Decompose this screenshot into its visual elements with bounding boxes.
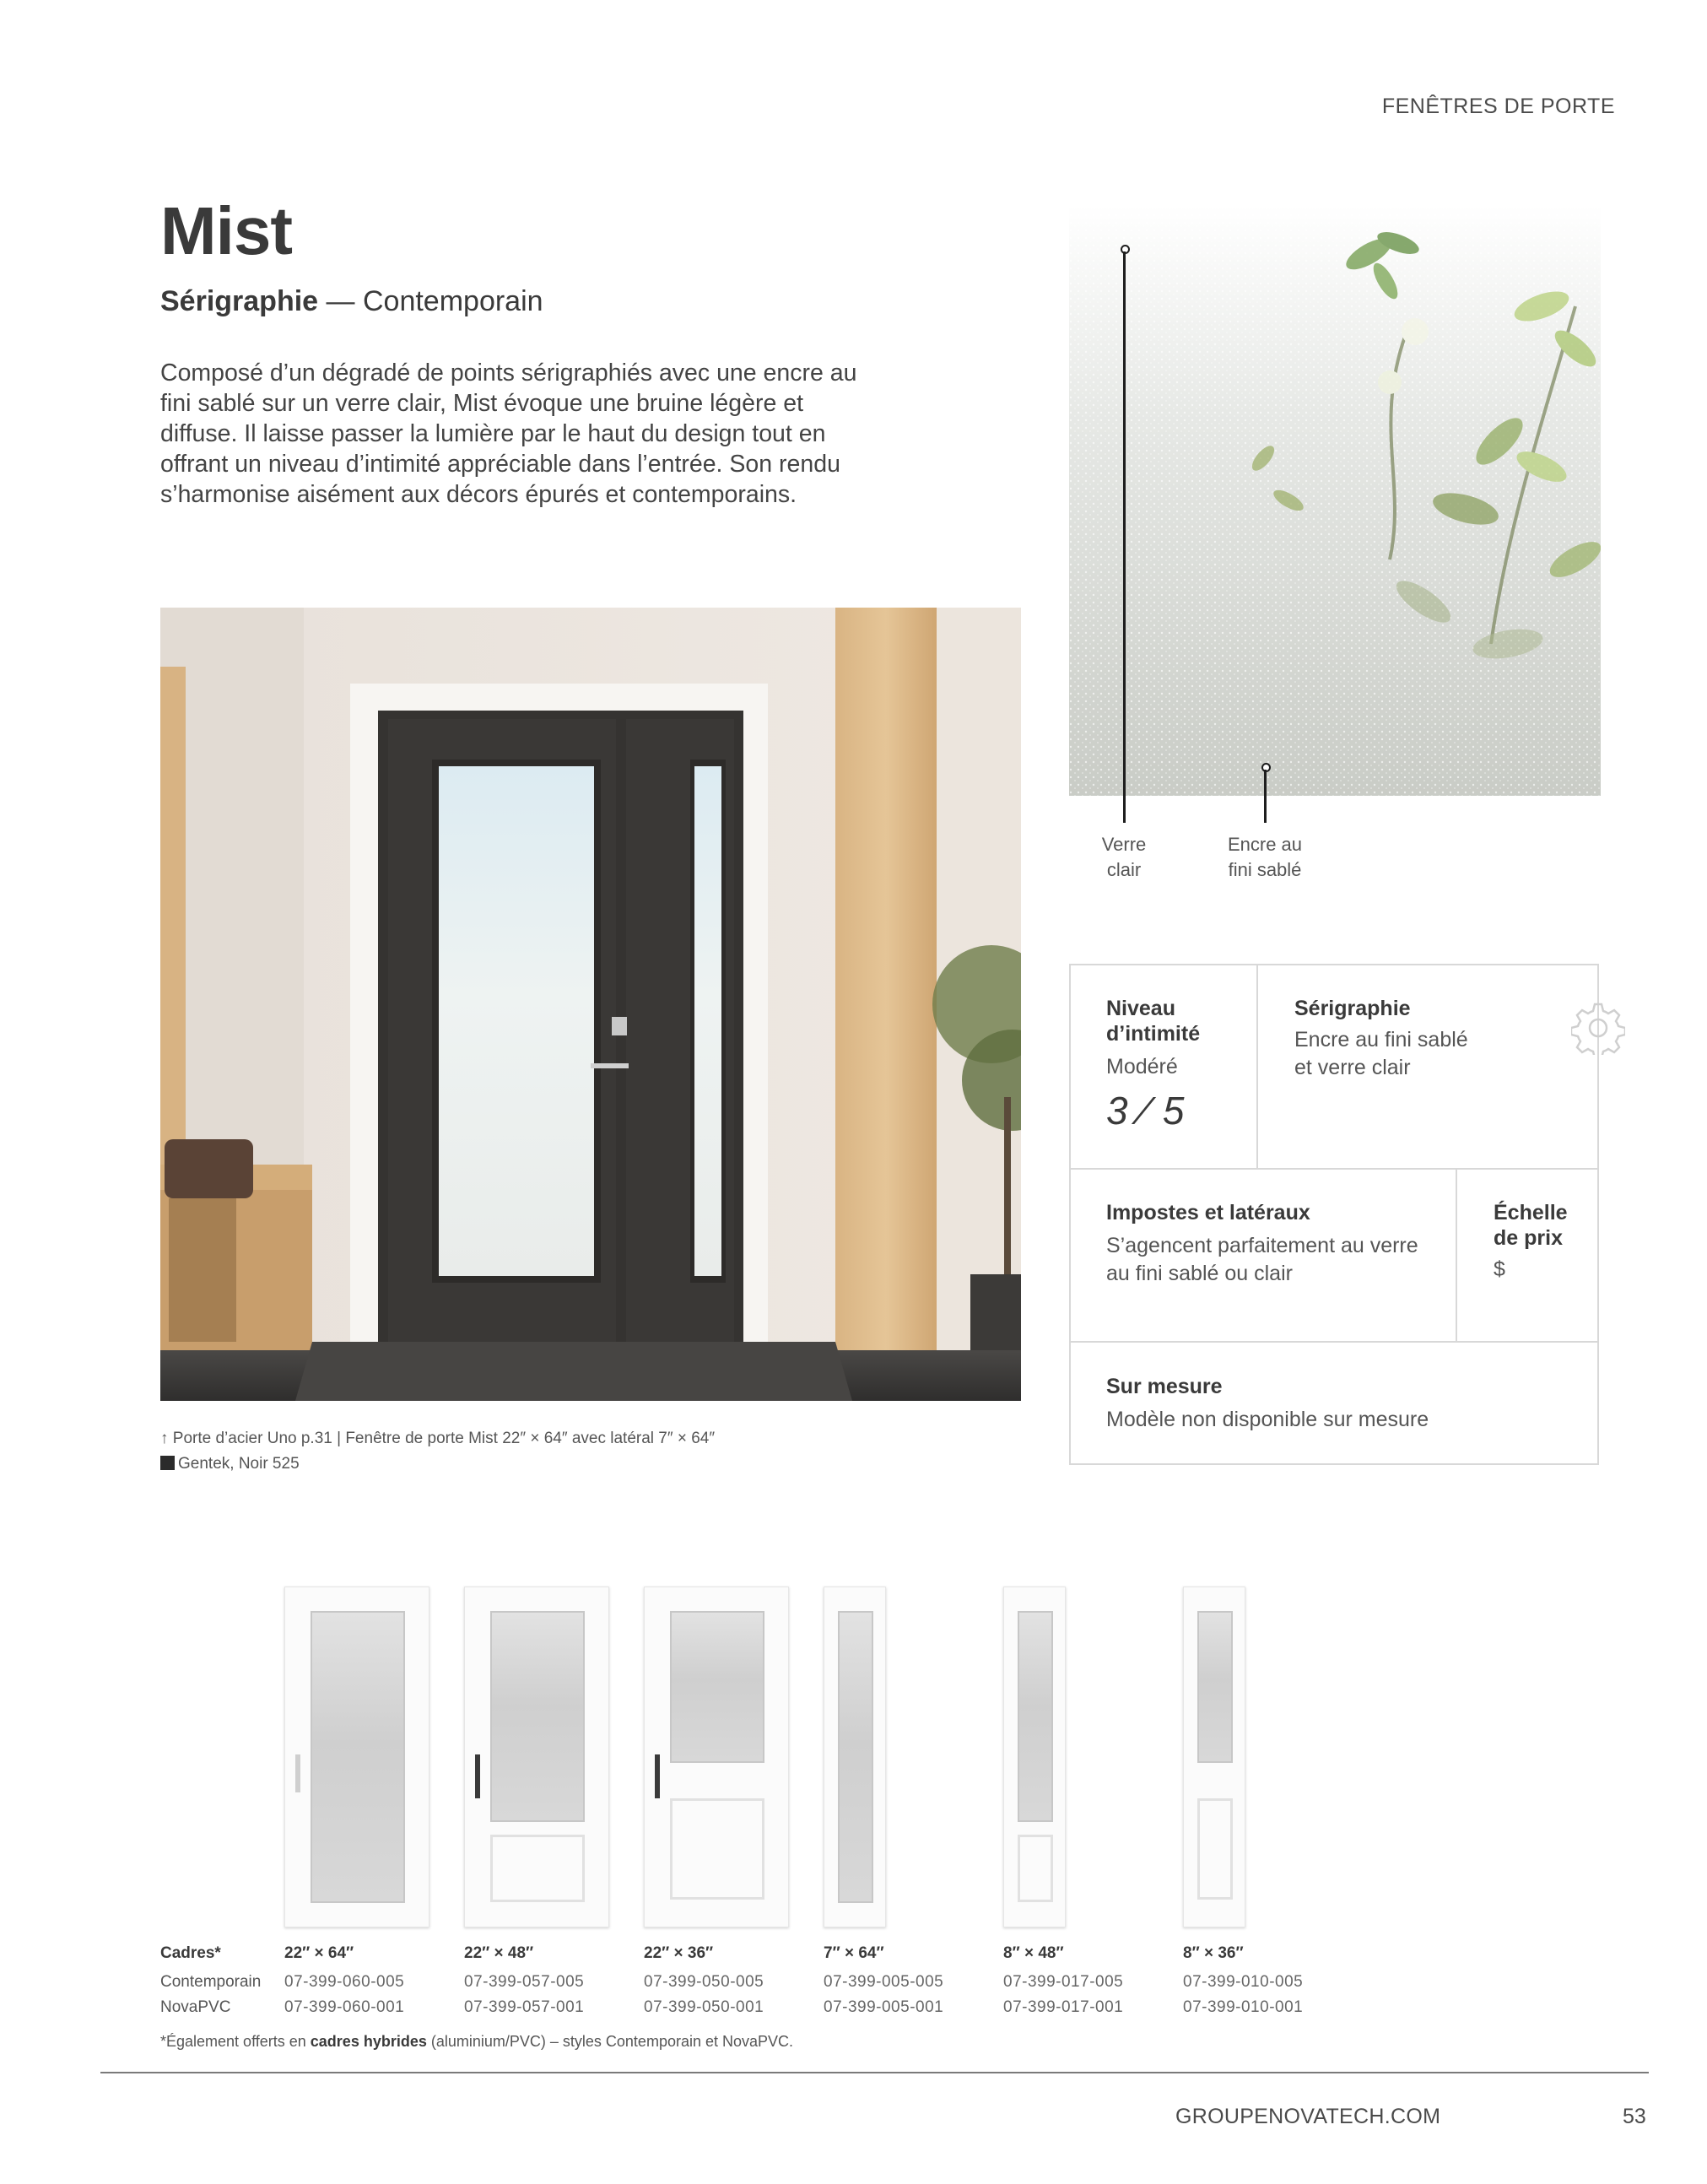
privacy-label-line2: d’intimité (1106, 1022, 1201, 1046)
color-swatch (160, 1456, 175, 1470)
frames-label: Cadres* (160, 1944, 221, 1962)
door-thumbnail-8x48 (1003, 1587, 1066, 1927)
price-value: $ (1494, 1257, 1505, 1281)
product-style: Contemporain (362, 285, 543, 317)
price-cell (1494, 1200, 1568, 1284)
footer-rule (100, 2072, 1649, 2073)
page-number: 53 (1623, 2105, 1646, 2128)
door-thumbnail-22x48 (464, 1587, 609, 1927)
price-label-line1: Échelle (1494, 1201, 1568, 1224)
product-code: 07-399-017-001 (1003, 1998, 1124, 2016)
size-header: 7″ × 64″ (824, 1944, 884, 1962)
specs-divider (1069, 1168, 1599, 1170)
product-type: Sérigraphie (160, 285, 319, 317)
callout-label-clear-glass (1065, 832, 1183, 883)
photo-caption-line2 (160, 1451, 715, 1477)
size-header: 8″ × 48″ (1003, 1944, 1064, 1962)
screenprint-cell (1294, 996, 1468, 1082)
door-glass (490, 1611, 585, 1822)
door-handle (655, 1754, 660, 1798)
product-subtitle (160, 285, 543, 318)
subtitle-separator: — (318, 285, 363, 317)
price-label-line2: de prix (1494, 1226, 1563, 1250)
door-handle (295, 1754, 300, 1792)
door-thumbnail-8x36 (1183, 1587, 1245, 1927)
door-glass (1197, 1611, 1233, 1763)
door-glass (838, 1611, 873, 1903)
door-thumbnail-22x64 (284, 1587, 429, 1927)
door-glass (1018, 1611, 1053, 1822)
custom-cell (1106, 1374, 1429, 1434)
door-glass (670, 1611, 764, 1763)
mist-pattern-illustration (1069, 205, 1601, 796)
callout-line-clear-glass (1123, 251, 1126, 823)
door-panel (1197, 1798, 1233, 1900)
footnote-prefix: *Également offerts en (160, 2033, 311, 2050)
door-panel (1018, 1835, 1053, 1902)
specs-divider (1069, 1341, 1599, 1343)
interior-photo (160, 608, 1021, 1401)
privacy-value: Modéré (1106, 1055, 1178, 1078)
privacy-cell (1106, 996, 1200, 1133)
size-header: 22″ × 48″ (464, 1944, 534, 1962)
product-code: 07-399-057-001 (464, 1998, 585, 2016)
footnote (160, 2033, 793, 2051)
row-label-novapvc: NovaPVC (160, 1998, 231, 2016)
product-title: Mist (160, 193, 292, 268)
callout-label-sandblast-ink-line2: fini sablé (1228, 859, 1302, 880)
entryway-illustration (160, 608, 1021, 1401)
door-panel (490, 1835, 585, 1902)
product-description: Composé d’un dégradé de points sérigraphiés avec une encre au fini sablé sur un verre clair, Mist évoque une bruine légère et diffuse. Il laisse passer la lumière par le haut du design tout en offrant un niveau d’intimité appréciable dans l’entrée. Son rendu s’harmonise aisément aux décors épurés et contemporains. (160, 359, 857, 508)
glass-texture-sample (1069, 205, 1601, 796)
photo-caption-line1: ↑ Porte d’acier Uno p.31 | Fenêtre de porte Mist 22″ × 64″ avec latéral 7″ × 64″ (160, 1430, 716, 1447)
screenprint-value-line2: et verre clair (1294, 1056, 1411, 1079)
color-name: Gentek, Noir 525 (178, 1455, 300, 1473)
transom-value-line2: au fini sablé ou clair (1106, 1262, 1293, 1285)
custom-value: Modèle non disponible sur mesure (1106, 1408, 1429, 1431)
privacy-score: 3 ⁄ 5 (1106, 1089, 1186, 1133)
product-code: 07-399-010-005 (1183, 1973, 1304, 1991)
screenprint-label: Sérigraphie (1294, 997, 1411, 1020)
callout-line-sandblast-ink (1264, 770, 1267, 823)
photo-caption (160, 1426, 715, 1477)
screenprint-value-line1: Encre au fini sablé (1294, 1028, 1468, 1051)
product-code: 07-399-060-001 (284, 1998, 405, 2016)
footnote-bold: cadres hybrides (310, 2033, 427, 2050)
product-code: 07-399-005-005 (824, 1973, 944, 1991)
door-thumbnail-7x64 (824, 1587, 886, 1927)
product-code: 07-399-060-005 (284, 1973, 405, 1991)
callout-label-clear-glass-line2: clair (1106, 859, 1142, 880)
transom-label: Impostes et latéraux (1106, 1201, 1310, 1224)
size-header: 8″ × 36″ (1183, 1944, 1244, 1962)
product-code: 07-399-017-005 (1003, 1973, 1124, 1991)
door-thumbnail-22x36 (644, 1587, 789, 1927)
footnote-suffix: (aluminium/PVC) – styles Contemporain et NovaPVC. (426, 2033, 794, 2050)
size-header: 22″ × 64″ (284, 1944, 354, 1962)
product-code: 07-399-050-001 (644, 1998, 764, 2016)
transom-value-line1: S’agencent parfaitement au verre (1106, 1234, 1418, 1257)
gear-icon (1571, 1001, 1625, 1059)
privacy-label-line1: Niveau (1106, 997, 1175, 1020)
door-panel (670, 1798, 764, 1900)
door-glass (311, 1611, 405, 1903)
section-label: FENÊTRES DE PORTE (1381, 95, 1615, 118)
door-handle (475, 1754, 480, 1798)
callout-label-sandblast-ink-line1: Encre au (1227, 834, 1303, 855)
product-code: 07-399-057-005 (464, 1973, 585, 1991)
website-link[interactable]: GROUPENOVATECH.COM (1175, 2105, 1441, 2128)
callout-label-sandblast-ink (1206, 832, 1324, 883)
product-code: 07-399-005-001 (824, 1998, 944, 2016)
product-code: 07-399-050-005 (644, 1973, 764, 1991)
specs-divider (1256, 964, 1258, 1169)
row-label-contemporain: Contemporain (160, 1973, 262, 1991)
specs-divider (1456, 1168, 1457, 1342)
custom-label: Sur mesure (1106, 1375, 1223, 1398)
callout-label-clear-glass-line1: Verre (1101, 834, 1147, 855)
size-header: 22″ × 36″ (644, 1944, 714, 1962)
transom-cell (1106, 1200, 1418, 1288)
product-code: 07-399-010-001 (1183, 1998, 1304, 2016)
